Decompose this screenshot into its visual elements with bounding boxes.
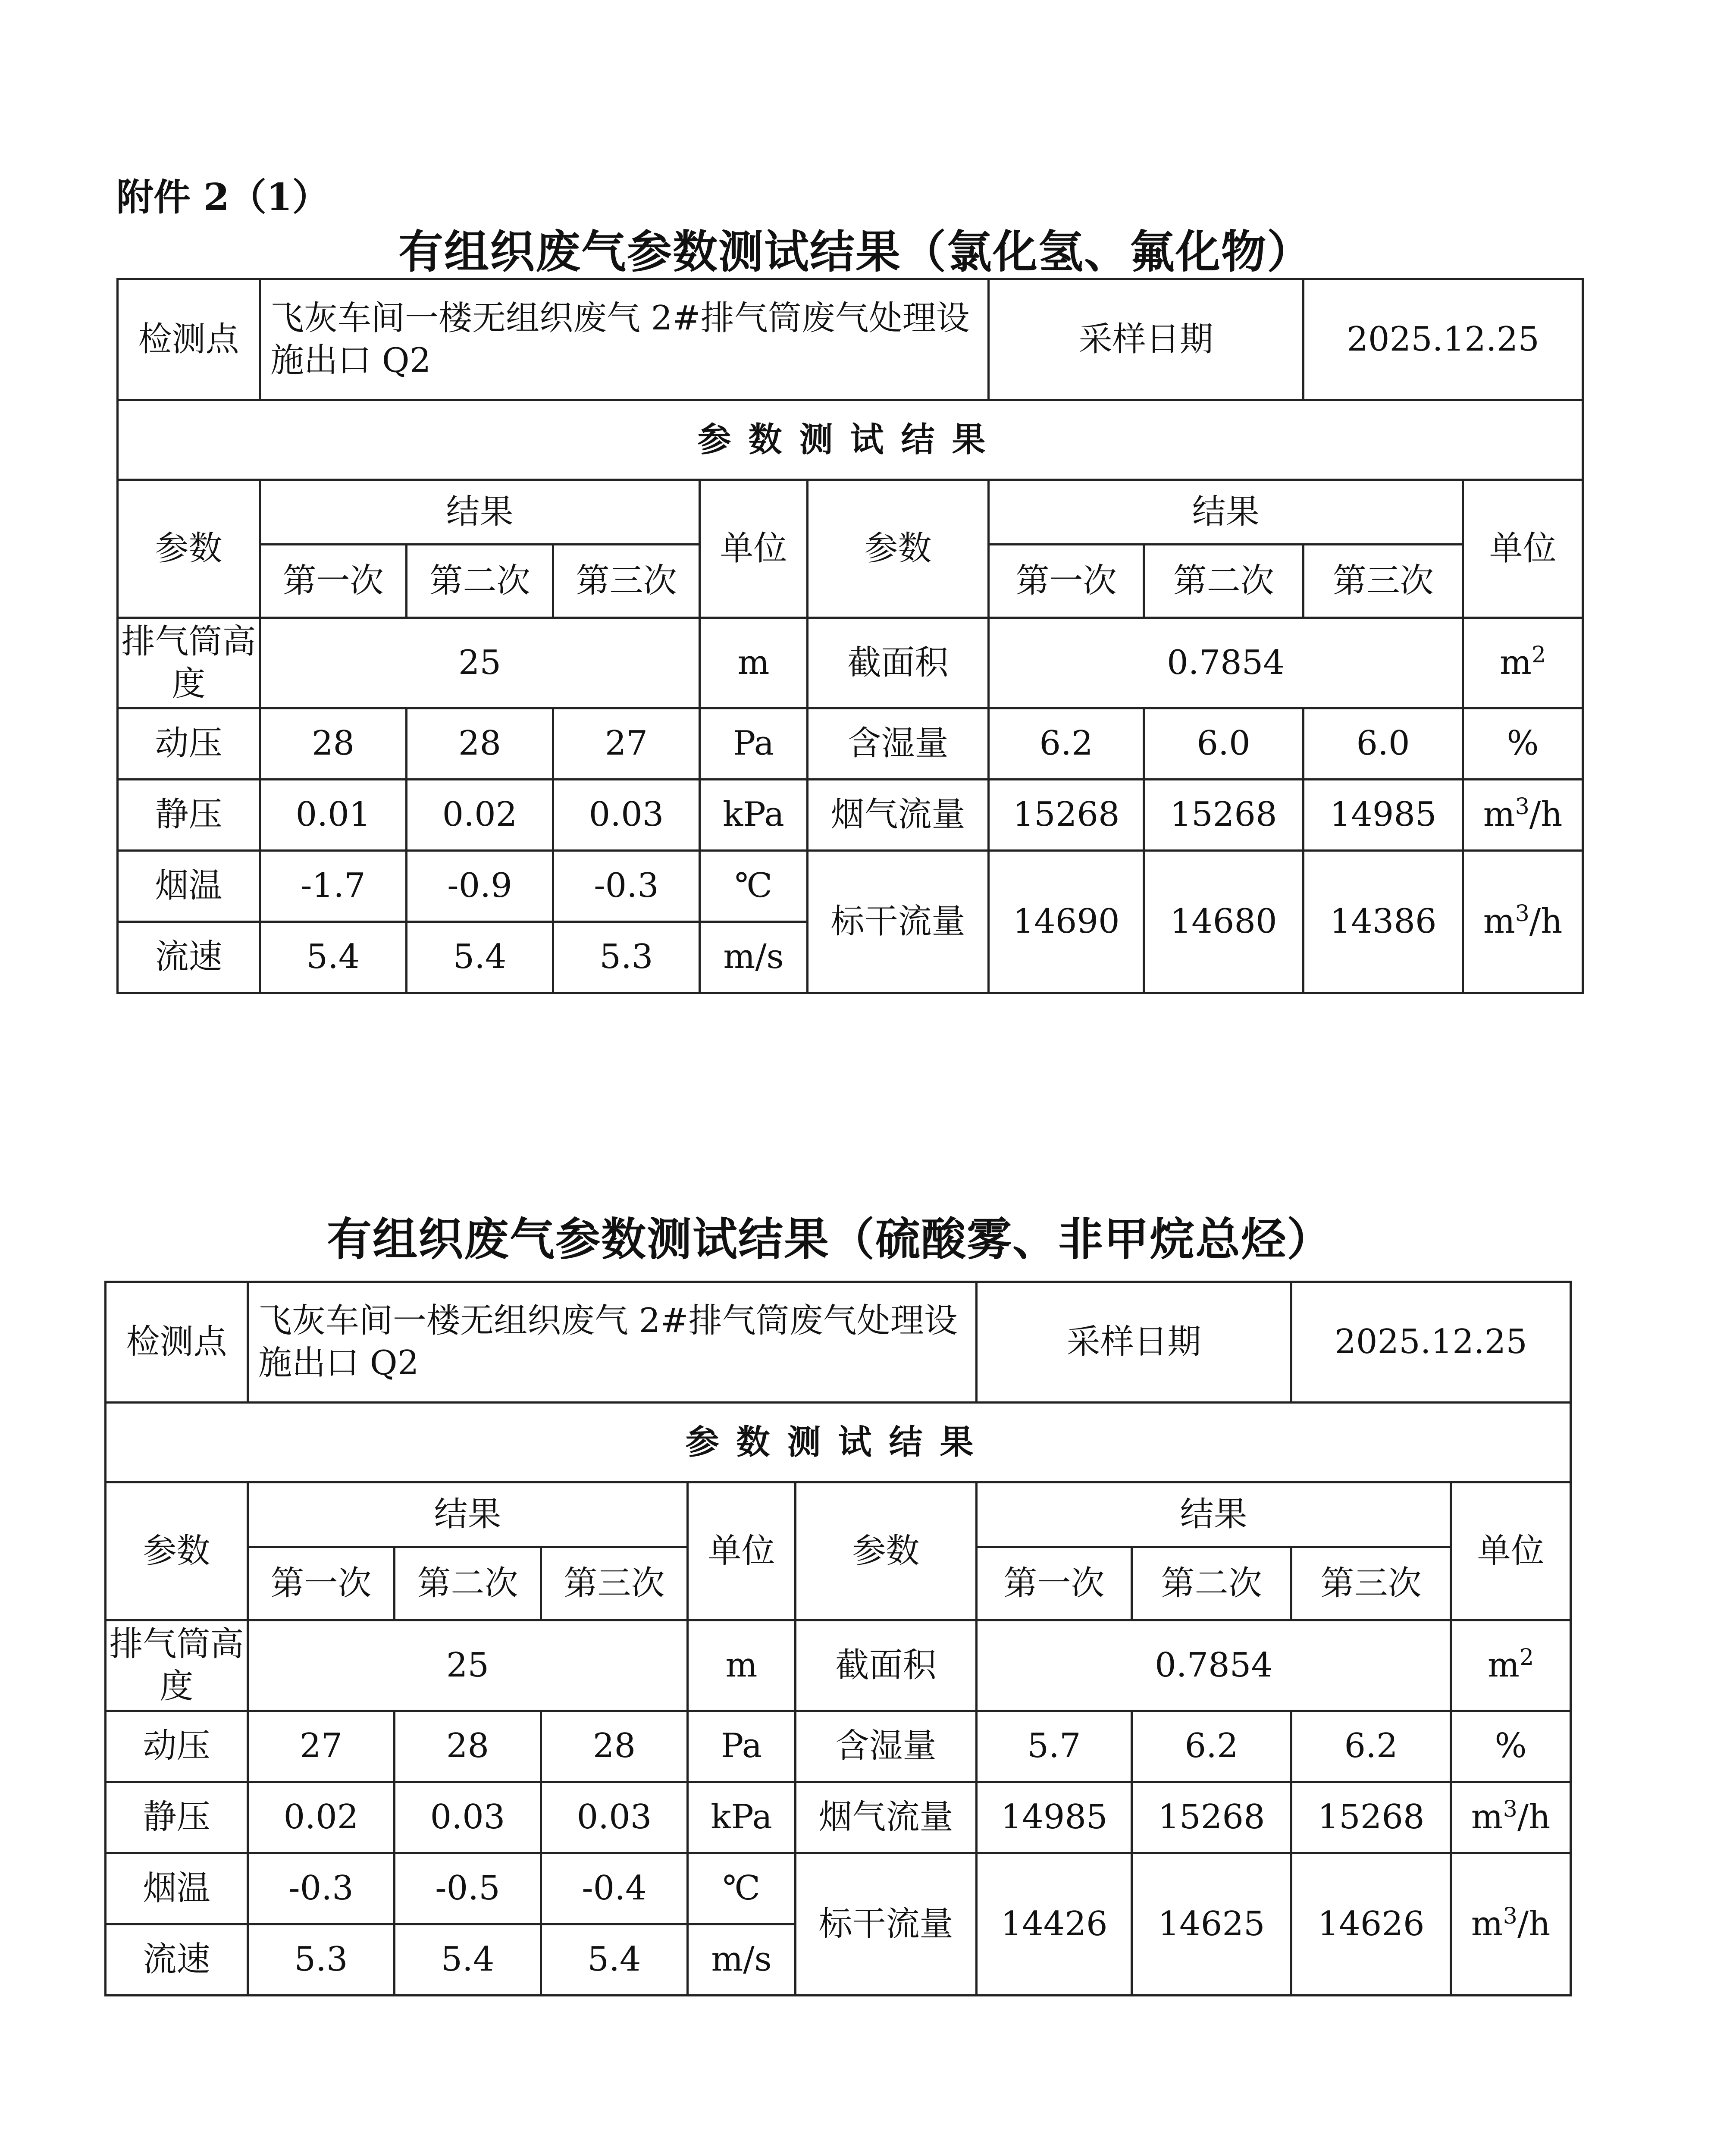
header-result-left: 结果 xyxy=(248,1482,688,1547)
left-value-run-1: 5.4 xyxy=(260,922,407,993)
run-header-left-3: 第三次 xyxy=(541,1547,688,1620)
right-value-run-1: 14690 xyxy=(989,851,1144,993)
left-unit: m/s xyxy=(700,922,808,993)
right-value-run-1: 5.7 xyxy=(977,1711,1132,1782)
run-header-right-3: 第三次 xyxy=(1291,1547,1451,1620)
left-value-run-2: 0.02 xyxy=(407,780,553,851)
left-value-run-1: 28 xyxy=(260,708,407,780)
right-value-run-2: 6.0 xyxy=(1144,708,1304,780)
site-label: 检测点 xyxy=(118,279,260,400)
attachment-label: 附件 2（1） xyxy=(116,175,329,219)
header-param-left: 参数 xyxy=(106,1482,248,1620)
right-value-merged: 0.7854 xyxy=(977,1620,1451,1711)
left-unit: kPa xyxy=(688,1782,796,1853)
section-header: 参数测试结果 xyxy=(106,1403,1571,1482)
left-value-run-3: 5.3 xyxy=(553,922,700,993)
right-param-row: 烟气流量 xyxy=(808,780,989,851)
left-value-run-1: 27 xyxy=(248,1711,395,1782)
left-unit: Pa xyxy=(700,708,808,780)
left-unit: ℃ xyxy=(688,1853,796,1924)
left-value-run-2: 28 xyxy=(407,708,553,780)
right-value-run-1: 15268 xyxy=(989,780,1144,851)
left-value-run-1: -1.7 xyxy=(260,851,407,922)
run-header-right-2: 第二次 xyxy=(1144,545,1304,618)
run-header-right-1: 第一次 xyxy=(977,1547,1132,1620)
left-unit: m xyxy=(700,618,808,708)
right-param-row: 烟气流量 xyxy=(796,1782,977,1853)
right-value-run-1: 14985 xyxy=(977,1782,1132,1853)
right-value-run-1: 14426 xyxy=(977,1853,1132,1996)
left-unit: ℃ xyxy=(700,851,808,922)
run-header-right-2: 第二次 xyxy=(1132,1547,1291,1620)
right-value-run-2: 14625 xyxy=(1132,1853,1291,1996)
run-header-left-3: 第三次 xyxy=(553,545,700,618)
left-value-run-2: -0.5 xyxy=(395,1853,541,1924)
run-header-left-1: 第一次 xyxy=(260,545,407,618)
header-param-left: 参数 xyxy=(118,480,260,618)
left-param-row: 动压 xyxy=(118,708,260,780)
date-label: 采样日期 xyxy=(977,1282,1291,1403)
header-result-right: 结果 xyxy=(989,480,1463,545)
left-value-run-2: -0.9 xyxy=(407,851,553,922)
left-value-run-1: -0.3 xyxy=(248,1853,395,1924)
right-value-run-3: 15268 xyxy=(1291,1782,1451,1853)
header-result-right: 结果 xyxy=(977,1482,1451,1547)
table-1-title: 有组织废气参数测试结果（氯化氢、氟化物） xyxy=(398,225,1313,278)
right-value-run-2: 15268 xyxy=(1132,1782,1291,1853)
right-param-row: 标干流量 xyxy=(796,1853,977,1996)
left-param-row: 静压 xyxy=(118,780,260,851)
right-unit-2: $m^3/h$ xyxy=(1451,1782,1571,1853)
right-unit-1: % xyxy=(1463,708,1583,780)
parameter-table-1 xyxy=(116,278,1584,994)
left-value-run-3: 5.4 xyxy=(541,1924,688,1996)
site-value: 飞灰车间一楼无组织废气 2#排气筒废气处理设施出口 Q2 xyxy=(248,1282,977,1403)
left-param-row: 排气筒高度 xyxy=(118,618,260,708)
right-param-row: 截面积 xyxy=(796,1620,977,1711)
right-value-run-3: 14386 xyxy=(1304,851,1463,993)
header-param-right: 参数 xyxy=(808,480,989,618)
left-value-merged: 25 xyxy=(248,1620,688,1711)
left-value-run-3: 28 xyxy=(541,1711,688,1782)
header-param-right: 参数 xyxy=(796,1482,977,1620)
site-value: 飞灰车间一楼无组织废气 2#排气筒废气处理设施出口 Q2 xyxy=(260,279,989,400)
right-value-run-3: 14626 xyxy=(1291,1853,1451,1996)
left-value-run-3: 0.03 xyxy=(541,1782,688,1853)
left-value-run-2: 0.03 xyxy=(395,1782,541,1853)
right-param-row: 截面积 xyxy=(808,618,989,708)
right-value-run-2: 14680 xyxy=(1144,851,1304,993)
header-result-left: 结果 xyxy=(260,480,700,545)
left-value-run-3: 27 xyxy=(553,708,700,780)
header-unit-right: 单位 xyxy=(1451,1482,1571,1620)
right-value-run-3: 6.2 xyxy=(1291,1711,1451,1782)
left-unit: m/s xyxy=(688,1924,796,1996)
left-param-row: 静压 xyxy=(106,1782,248,1853)
left-param-row: 烟温 xyxy=(106,1853,248,1924)
left-value-run-1: 0.02 xyxy=(248,1782,395,1853)
left-value-run-3: -0.4 xyxy=(541,1853,688,1924)
left-param-row: 动压 xyxy=(106,1711,248,1782)
header-unit-right: 单位 xyxy=(1463,480,1583,618)
header-unit-left: 单位 xyxy=(700,480,808,618)
left-value-run-2: 28 xyxy=(395,1711,541,1782)
left-unit: Pa xyxy=(688,1711,796,1782)
right-param-row: 标干流量 xyxy=(808,851,989,993)
right-unit-3: $m^3/h$ xyxy=(1451,1853,1571,1996)
left-param-row: 排气筒高度 xyxy=(106,1620,248,1711)
run-header-right-3: 第三次 xyxy=(1304,545,1463,618)
left-value-run-1: 5.3 xyxy=(248,1924,395,1996)
left-unit: m xyxy=(688,1620,796,1711)
left-param-row: 流速 xyxy=(106,1924,248,1996)
right-unit-0: $m^2$ xyxy=(1463,618,1583,708)
site-label: 检测点 xyxy=(106,1282,248,1403)
left-value-run-2: 5.4 xyxy=(395,1924,541,1996)
run-header-left-2: 第二次 xyxy=(395,1547,541,1620)
run-header-right-1: 第一次 xyxy=(989,545,1144,618)
left-unit: kPa xyxy=(700,780,808,851)
right-param-row: 含湿量 xyxy=(808,708,989,780)
left-value-merged: 25 xyxy=(260,618,700,708)
right-value-merged: 0.7854 xyxy=(989,618,1463,708)
right-unit-1: % xyxy=(1451,1711,1571,1782)
right-unit-3: $m^3/h$ xyxy=(1463,851,1583,993)
parameter-table-2 xyxy=(104,1281,1572,1996)
right-value-run-2: 15268 xyxy=(1144,780,1304,851)
date-label: 采样日期 xyxy=(989,279,1304,400)
date-value: 2025.12.25 xyxy=(1291,1282,1571,1403)
right-value-run-2: 6.2 xyxy=(1132,1711,1291,1782)
right-value-run-1: 6.2 xyxy=(989,708,1144,780)
right-unit-2: $m^3/h$ xyxy=(1463,780,1583,851)
left-value-run-3: -0.3 xyxy=(553,851,700,922)
left-param-row: 流速 xyxy=(118,922,260,993)
right-value-run-3: 6.0 xyxy=(1304,708,1463,780)
section-header: 参数测试结果 xyxy=(118,400,1583,480)
left-value-run-3: 0.03 xyxy=(553,780,700,851)
right-value-run-3: 14985 xyxy=(1304,780,1463,851)
left-value-run-1: 0.01 xyxy=(260,780,407,851)
left-value-run-2: 5.4 xyxy=(407,922,553,993)
run-header-left-1: 第一次 xyxy=(248,1547,395,1620)
left-param-row: 烟温 xyxy=(118,851,260,922)
run-header-left-2: 第二次 xyxy=(407,545,553,618)
date-value: 2025.12.25 xyxy=(1304,279,1583,400)
right-unit-0: $m^2$ xyxy=(1451,1620,1571,1711)
table-2-title: 有组织废气参数测试结果（硫酸雾、非甲烷总烃） xyxy=(326,1213,1332,1266)
right-param-row: 含湿量 xyxy=(796,1711,977,1782)
header-unit-left: 单位 xyxy=(688,1482,796,1620)
